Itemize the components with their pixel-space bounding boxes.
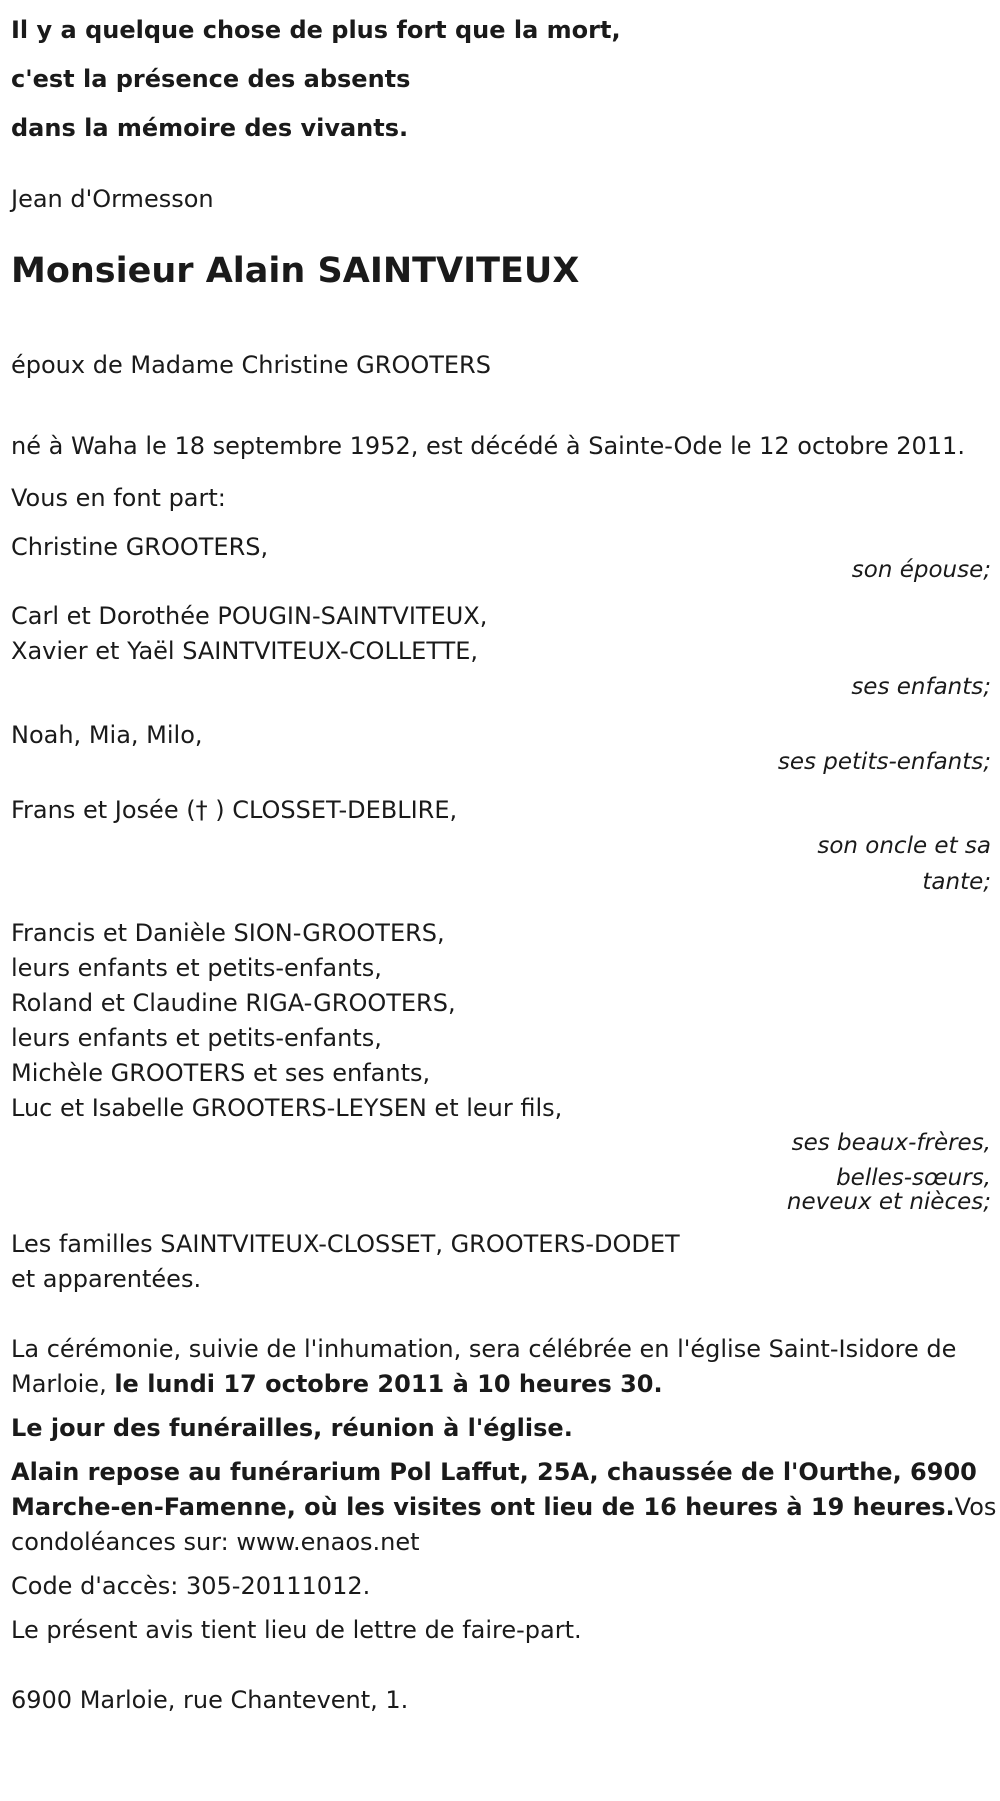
role-line: ses enfants; [851,674,991,700]
ceremony-text: La cérémonie, suivie de l'inhumation, sera célébrée en l'église Saint-Isidore de Marloie, [11,1335,957,1398]
family-name-line: Luc et Isabelle GROOTERS-LEYSEN et leur fils, [11,1094,563,1122]
family-name-line: Xavier et Yaël SAINTVITEUX-COLLETTE, [11,637,479,665]
family-group-uncle-aunt [11,793,991,900]
announce-line: Vous en font part: [11,484,226,512]
funerarium-text: Alain repose au funérarium Pol Laffut, 25A, chaussée de l'Ourthe, 6900 Marche-en-Famenne, où les visites ont lieu de 16 heures à 19 heures. [11,1458,977,1521]
role-line: son épouse; [851,557,991,583]
families-line-2: et apparentées. [11,1265,202,1293]
family-group-in-laws [11,916,991,1215]
notice-line: Le présent avis tient lieu de lettre de faire-part. [11,1616,582,1644]
ceremony-paragraph [11,1332,979,1402]
family-role [11,828,991,900]
family-name-line: Francis et Danièle SION-GROOTERS, [11,919,445,947]
role-line: ses petits-enfants; [777,749,991,775]
quote-author: Jean d'Ormesson [11,185,214,213]
obituary-notice [11,6,997,1718]
role-line: ses beaux-frères, [791,1130,991,1156]
gathering-line: Le jour des funérailles, réunion à l'église. [11,1414,573,1442]
family-name-line: Christine GROOTERS, [11,533,269,561]
family-name-line: Carl et Dorothée POUGIN-SAINTVITEUX, [11,602,488,630]
family-name-line: Michèle GROOTERS et ses enfants, [11,1059,431,1087]
access-code: Code d'accès: 305-20111012. [11,1572,371,1600]
family-role [11,1126,991,1215]
family-group-grandchildren [11,718,991,773]
families-line-1: Les familles SAINTVITEUX-CLOSSET, GROOTERS-DODET [11,1230,680,1258]
role-line: belles-sœurs, [836,1165,991,1191]
family-name-line: leurs enfants et petits-enfants, [11,1024,382,1052]
quote-line-1: Il y a quelque chose de plus fort que la mort, [11,16,621,44]
quote-line-2: c'est la présence des absents [11,65,411,93]
family-name-line: Roland et Claudine RIGA-GROOTERS, [11,989,456,1017]
birth-death-line: né à Waha le 18 septembre 1952, est décédé à Sainte-Ode le 12 octobre 2011. [11,432,965,460]
family-group-children [11,599,991,698]
epigraph-quote [11,6,991,153]
family-role [11,751,991,773]
funerarium-paragraph [11,1455,1000,1560]
family-role [11,676,991,698]
family-name-line: Frans et Josée († ) CLOSSET-DEBLIRE, [11,796,458,824]
family-group-spouse [11,527,991,581]
address-line: 6900 Marloie, rue Chantevent, 1. [11,1686,409,1714]
family-name-line: Noah, Mia, Milo, [11,721,203,749]
spouse-line: époux de Madame Christine GROOTERS [11,351,491,379]
role-line: neveux et nièces; [786,1189,991,1215]
deceased-name: Monsieur Alain SAINTVITEUX [11,251,580,291]
quote-line-3: dans la mémoire des vivants. [11,114,409,142]
family-group-families [11,1227,991,1297]
ceremony-date: le lundi 17 octobre 2011 à 10 heures 30. [114,1370,663,1398]
role-line: son oncle et sa [817,833,991,859]
family-name-line: leurs enfants et petits-enfants, [11,954,382,982]
role-line: tante; [922,869,991,895]
condolences-text: Vos condoléances sur: www.enaos.net [11,1493,997,1556]
